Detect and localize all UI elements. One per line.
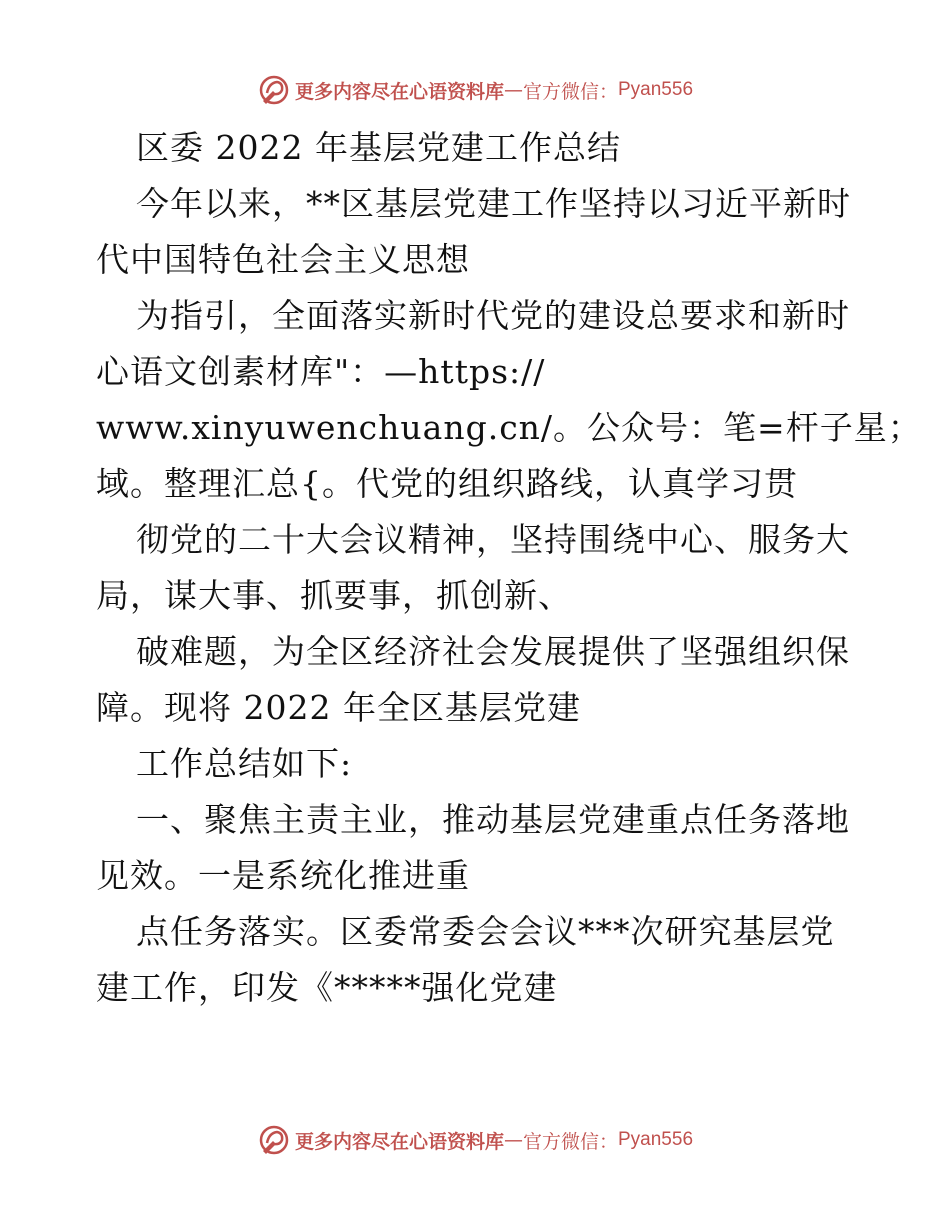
header-separator: —: [503, 79, 523, 101]
header-official-label: 官方微信：: [522, 80, 618, 103]
paragraph-line: 心语文创素材库"：—https://: [96, 352, 546, 391]
footer-separator: —: [503, 1129, 523, 1151]
paragraph-line: 点任务落实。区委常委会会议***次研究基层党: [136, 912, 835, 951]
paragraph-line: 建工作，印发《*****强化党建: [96, 968, 558, 1007]
header-brand-text: 更多内容尽在心语资料库: [294, 80, 504, 103]
paragraph-line: www.xinyuwenchuang.cn/。公众号：笔=杆子星；: [96, 408, 922, 447]
paragraph-line: 代中国特色社会主义思想: [96, 240, 470, 279]
footer-banner: [0, 1120, 950, 1160]
brain-pen-icon: [257, 1123, 291, 1157]
paragraph-line: 局，谋大事、抓要事，抓创新、: [96, 576, 572, 615]
document-body: [96, 120, 922, 1016]
brain-pen-icon: [257, 73, 291, 107]
header-banner: [0, 70, 950, 110]
footer-brand-text: 更多内容尽在心语资料库: [294, 1130, 504, 1153]
header-wechat-id: Pyan556: [618, 79, 694, 100]
document-title: 区委 2022 年基层党建工作总结: [136, 128, 621, 167]
paragraph-line: 破难题，为全区经济社会发展提供了坚强组织保: [136, 632, 850, 671]
footer-wechat-id: Pyan556: [618, 1129, 694, 1150]
footer-official-label: 官方微信：: [522, 1130, 618, 1153]
section-heading-line: 一、聚焦主责主业，推动基层党建重点任务落地: [136, 800, 850, 839]
paragraph-line: 彻党的二十大会议精神，坚持围绕中心、服务大: [136, 520, 850, 559]
paragraph-line: 见效。一是系统化推进重: [96, 856, 470, 895]
paragraph-line: 域。整理汇总{。代党的组织路线，认真学习贯: [96, 464, 798, 503]
paragraph-line: 障。现将 2022 年全区基层党建: [96, 688, 581, 727]
paragraph-line: 工作总结如下:: [136, 744, 353, 783]
paragraph-line: 今年以来，**区基层党建工作坚持以习近平新时: [136, 184, 851, 223]
paragraph-line: 为指引，全面落实新时代党的建设总要求和新时: [136, 296, 850, 335]
